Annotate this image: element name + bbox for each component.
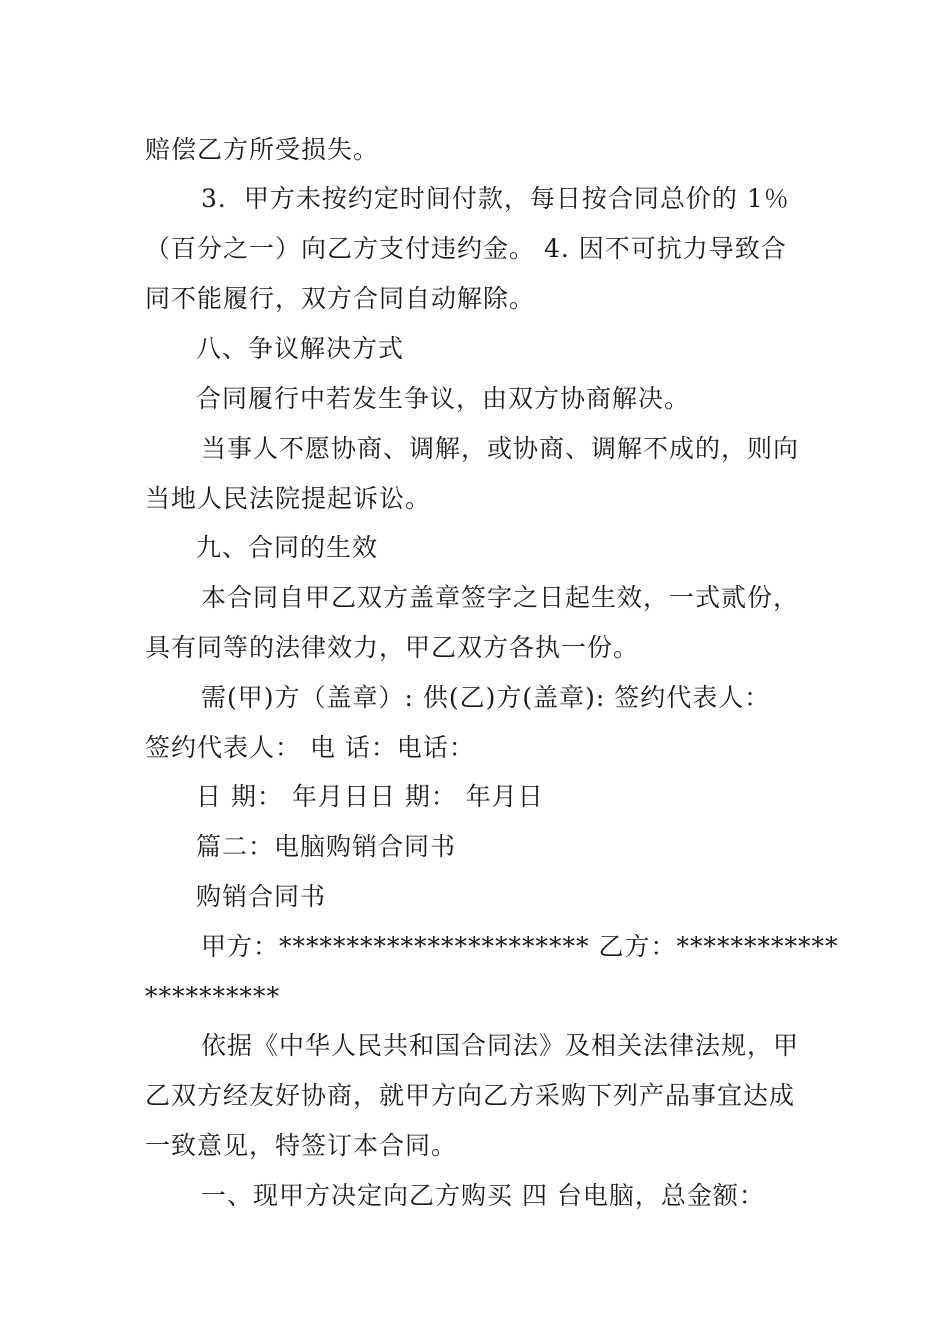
paragraph-line: 当地人民法院提起诉讼。 [145,484,432,513]
section-heading: 购销合同书 [196,882,327,911]
section-heading: 篇二：电脑购销合同书 [196,832,457,861]
paragraph-line: 当事人不愿协商、调解，或协商、调解不成的，则向 [201,434,800,463]
paragraph-line: 3．甲方未按约定时间付款，每日按合同总价的 1％ [201,184,790,213]
signature-line: 签约代表人： 电 话：电话： [145,733,475,762]
paragraph-line: 合同履行中若发生争议，由双方协商解决。 [196,384,691,413]
paragraph-line: 本合同自甲乙双方盖章签字之日起生效，一式贰份， [201,583,800,612]
section-heading: 九、合同的生效 [196,533,379,562]
paragraph-line: 依据《中华人民共和国合同法》及相关法律法规，甲 [201,1031,800,1060]
party-line: 甲方：*********************** 乙方：************ [201,932,839,961]
signature-line: 需(甲)方（盖章）: 供(乙)方(盖章): 签约代表人： [201,683,771,712]
paragraph-line: 一致意见，特签订本合同。 [145,1131,458,1160]
paragraph-line: （百分之一）向乙方支付违约金。 4. 因不可抗力导致合 [145,234,787,263]
section-heading: 八、争议解决方式 [196,334,405,363]
party-line: ********** [145,982,280,1011]
paragraph-line: 具有同等的法律效力，甲乙双方各执一份。 [145,633,640,662]
paragraph-line: 乙双方经友好协商，就甲方向乙方采购下列产品事宜达成 [145,1081,796,1110]
paragraph-line: 一、现甲方决定向乙方购买 四 台电脑，总金额： [201,1181,765,1210]
paragraph-line: 赔偿乙方所受损失。 [145,135,380,164]
paragraph-line: 同不能履行，双方合同自动解除。 [145,284,536,313]
date-line: 日 期： 年月日日 期： 年月日 [196,782,544,811]
